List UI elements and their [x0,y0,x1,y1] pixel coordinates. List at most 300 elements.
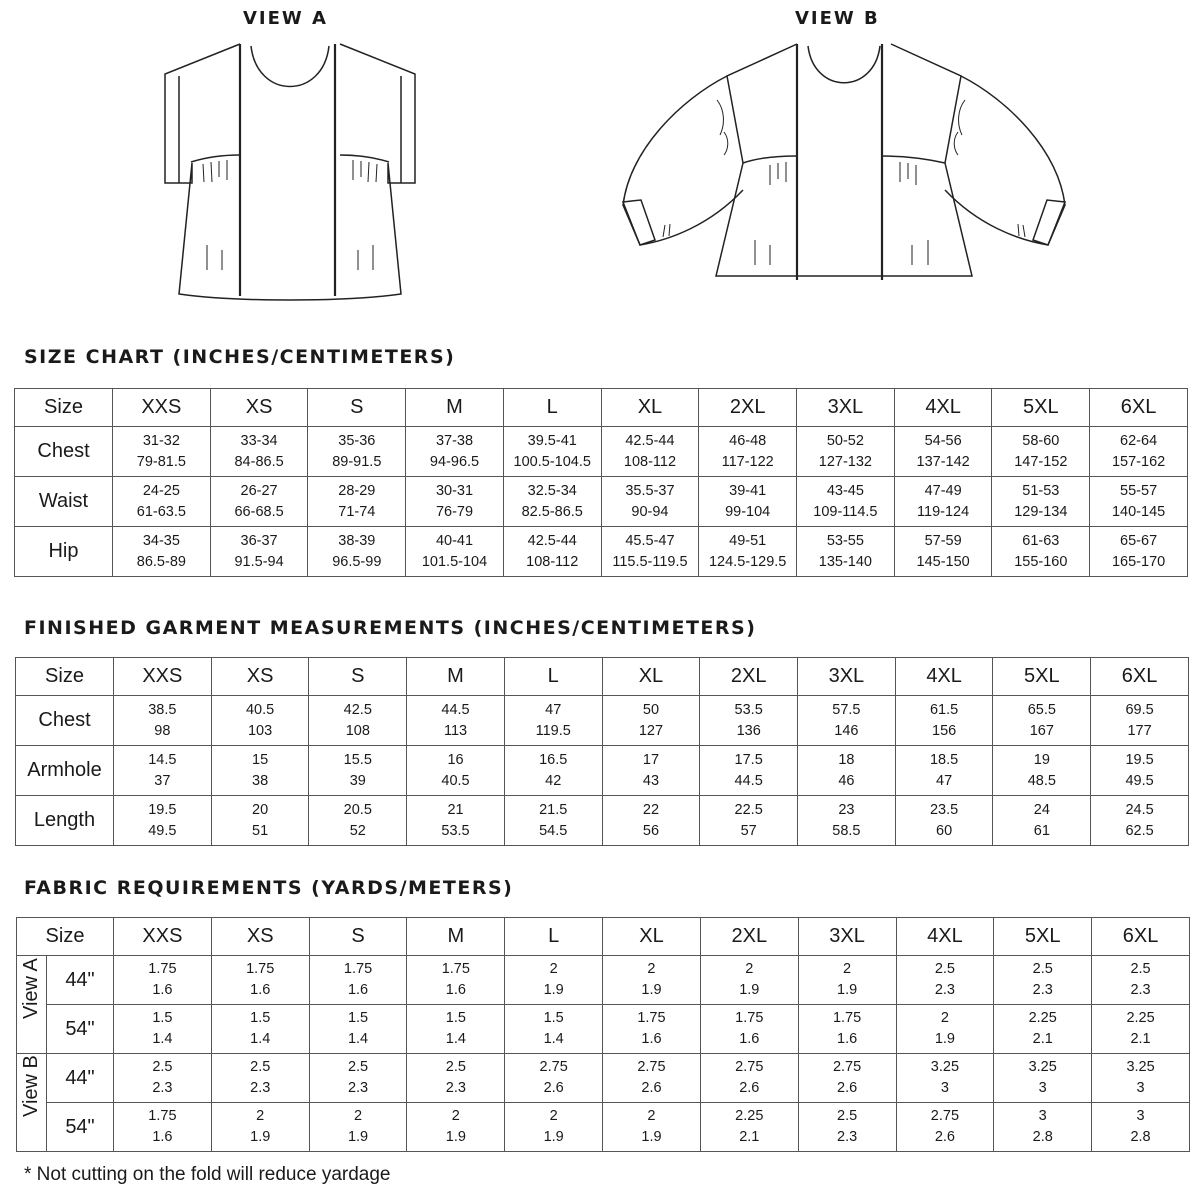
size-column-header: XS [211,918,309,956]
measurement-cell [407,1103,505,1152]
value-imperial: 42.5 [343,701,372,718]
size-column-header: 6XL [1090,389,1188,427]
value-metric: 3 [1038,1080,1047,1096]
measurement-cell [798,1054,896,1103]
value-metric: 1.9 [739,982,760,998]
measurement-cell [1091,696,1189,746]
size-column-header: 6XL [1092,918,1190,956]
measurement-cell [1092,1005,1190,1054]
value-imperial: 2 [647,1108,656,1124]
measurement-cell [407,746,505,796]
measurement-cell [113,527,211,577]
size-column-header: XL [602,658,700,696]
value-imperial: 42.5-44 [527,532,577,549]
table-row [16,746,1189,796]
value-metric: 113 [443,722,468,739]
measurement-cell [504,746,602,796]
value-metric: 108-112 [526,553,579,570]
value-imperial: 3 [1136,1108,1145,1124]
view-group-text: View A [20,958,42,1019]
value-metric: 2.1 [1032,1031,1053,1047]
value-imperial: 1.75 [735,1010,764,1026]
value-imperial: 23.5 [929,801,959,818]
measurement-cell [211,796,309,846]
measurement-cell [700,956,798,1005]
value-imperial: 55-57 [1120,482,1158,499]
value-imperial: 50-52 [826,432,864,449]
measurement-cell [895,746,993,796]
measurement-cell [601,477,699,527]
value-metric: 2.3 [445,1080,466,1096]
value-metric: 66-68.5 [234,503,284,520]
value-imperial: 1.75 [637,1010,666,1026]
fabric-width-label: 44" [47,956,114,1005]
measurement-cell [308,427,406,477]
measurement-cell [993,696,1091,746]
table-row [17,1005,1190,1054]
size-header: Size [15,389,113,427]
view-a-illustration [155,40,425,305]
measurement-cell [601,527,699,577]
value-imperial: 2 [940,1010,949,1026]
value-imperial: 39.5-41 [527,432,577,449]
value-metric: 89-91.5 [332,453,382,470]
value-metric: 49.5 [1125,772,1154,789]
size-column-header: XXS [114,918,212,956]
size-column-header: 2XL [700,918,798,956]
measurement-cell [309,956,407,1005]
measurement-cell [798,746,896,796]
value-imperial: 24.5 [1125,801,1154,818]
value-imperial: 2 [549,961,558,977]
value-imperial: 3 [1038,1108,1047,1124]
value-imperial: 2 [451,1108,460,1124]
value-metric: 108-112 [623,453,677,470]
view-group-label [17,1054,47,1152]
header-row [16,658,1189,696]
value-metric: 2.1 [739,1129,760,1145]
size-column-header: L [504,658,602,696]
value-imperial: 45.5-47 [625,532,675,549]
value-imperial: 2.5 [152,1059,173,1075]
value-imperial: 1.5 [445,1010,466,1026]
value-imperial: 22 [642,801,660,818]
measurement-cell [114,1005,212,1054]
value-metric: 1.6 [152,1129,173,1145]
value-imperial: 2.25 [735,1108,764,1124]
measurement-cell [1091,746,1189,796]
value-metric: 119.5 [535,722,571,739]
value-imperial: 1.5 [152,1010,173,1026]
value-metric: 1.9 [543,1129,564,1145]
fabric-width-label: 54" [47,1103,114,1152]
value-metric: 1.4 [445,1031,466,1047]
value-imperial: 32.5-34 [527,482,577,499]
measurement-cell [602,696,700,746]
fabric-footnote: * Not cutting on the fold will reduce yardage [24,1164,391,1185]
value-metric: 90-94 [631,503,669,520]
size-chart-title: SIZE CHART (INCHES/CENTIMETERS) [24,346,456,368]
measurement-cell [700,696,798,746]
size-column-header: 4XL [894,389,992,427]
value-imperial: 1.75 [832,1010,862,1026]
value-imperial: 2.75 [930,1108,960,1124]
value-imperial: 2 [256,1108,265,1124]
value-metric: 101.5-104 [421,553,488,570]
measurement-cell [797,527,895,577]
value-metric: 1.9 [445,1129,466,1145]
value-metric: 2.3 [934,982,955,998]
measurement-cell [798,1103,896,1152]
measurement-cell [114,796,212,846]
value-imperial: 40-41 [435,532,474,549]
value-imperial: 28-29 [338,482,376,499]
value-imperial: 3.25 [1028,1059,1057,1075]
table-row [15,527,1188,577]
value-imperial: 2.5 [1130,961,1151,977]
size-column-header: 4XL [896,918,994,956]
value-metric: 91.5-94 [234,553,284,570]
measurement-cell [309,696,407,746]
size-column-header: L [503,389,601,427]
value-imperial: 2.5 [250,1059,271,1075]
value-imperial: 61.5 [929,701,959,718]
value-metric: 2.6 [934,1129,955,1145]
measurement-cell [699,477,797,527]
measurement-cell [1092,1054,1190,1103]
fabric-width-label: 54" [47,1005,114,1054]
value-metric: 62.5 [1125,822,1154,839]
value-imperial: 49-51 [729,532,767,549]
value-imperial: 2.25 [1028,1010,1057,1026]
size-column-header: XXS [114,658,212,696]
value-metric: 156 [932,722,957,739]
value-metric: 147-152 [1014,453,1068,470]
value-imperial: 42.5-44 [625,432,675,449]
value-metric: 84-86.5 [234,453,284,470]
measurement-cell [798,1005,896,1054]
size-header: Size [16,658,114,696]
value-imperial: 3.25 [1126,1059,1155,1075]
value-metric: 1.9 [837,982,858,998]
table-row [16,696,1189,746]
value-metric: 1.6 [641,1031,662,1047]
value-imperial: 14.5 [148,751,177,768]
measurement-cell [993,796,1091,846]
measurement-cell [505,956,603,1005]
measurement-cell [504,796,602,846]
value-metric: 155-160 [1014,553,1068,570]
value-imperial: 2.75 [539,1059,568,1075]
value-metric: 49.5 [148,822,177,839]
value-imperial: 47-49 [924,482,962,499]
value-imperial: 20.5 [343,801,372,818]
measurement-cell [503,477,601,527]
size-column-header: XL [601,389,699,427]
value-imperial: 53-55 [826,532,864,549]
size-column-header: L [505,918,603,956]
table-row [16,796,1189,846]
value-imperial: 1.5 [347,1010,369,1026]
measurement-cell [994,1103,1092,1152]
size-header: Size [17,918,114,956]
size-column-header: XL [603,918,701,956]
value-metric: 1.6 [445,982,466,998]
value-imperial: 43-45 [826,482,864,499]
value-imperial: 53.5 [734,701,763,718]
value-metric: 100.5-104.5 [513,453,591,470]
row-label: Chest [15,427,113,477]
view-group-label [17,956,47,1054]
measurement-cell [113,477,211,527]
value-imperial: 2.75 [637,1059,666,1075]
value-metric: 61-63.5 [136,503,186,520]
value-metric: 2.3 [152,1080,173,1096]
value-metric: 1.6 [250,982,271,998]
measurement-cell [700,796,798,846]
value-metric: 117-122 [721,453,774,470]
value-imperial: 1.75 [441,961,470,977]
value-imperial: 38.5 [148,701,177,718]
measurement-cell [308,477,406,527]
value-imperial: 2 [647,961,656,977]
measurement-cell [992,427,1090,477]
value-imperial: 54-56 [924,432,962,449]
value-metric: 99-104 [725,503,771,520]
value-imperial: 15.5 [343,751,372,768]
table-row [15,427,1188,477]
value-metric: 38 [252,772,269,789]
value-metric: 157-162 [1111,453,1166,470]
row-label: Armhole [16,746,114,796]
value-imperial: 18 [838,751,855,768]
value-metric: 2.6 [739,1080,760,1096]
value-imperial: 21.5 [539,801,568,818]
value-imperial: 37-38 [435,432,474,449]
value-imperial: 33-34 [240,432,278,449]
measurement-cell [210,427,308,477]
measurement-cell [407,1054,505,1103]
measurement-cell [700,1054,798,1103]
value-metric: 1.6 [347,982,369,998]
measurement-cell [211,1054,309,1103]
value-imperial: 58-60 [1022,432,1060,449]
measurement-cell [211,1005,309,1054]
measurement-cell [1092,1103,1190,1152]
value-metric: 109-114.5 [813,503,878,520]
measurement-cell [896,1103,994,1152]
value-metric: 2.8 [1130,1129,1151,1145]
measurement-cell [993,746,1091,796]
value-metric: 61 [1033,822,1050,839]
value-imperial: 22.5 [734,801,763,818]
value-metric: 135-140 [818,553,872,570]
value-metric: 115.5-119.5 [612,553,688,570]
value-imperial: 19.5 [148,801,177,818]
size-column-header: M [407,918,505,956]
value-metric: 44.5 [734,772,763,789]
value-imperial: 35-36 [338,432,376,449]
value-metric: 3 [1136,1080,1145,1096]
value-imperial: 40.5 [245,701,275,718]
finished-measurements-table [15,657,1189,846]
measurement-cell [407,796,505,846]
fabric-width-label: 44" [47,1054,114,1103]
measurement-cell [603,1103,701,1152]
value-imperial: 1.75 [246,961,275,977]
value-metric: 1.9 [347,1129,369,1145]
size-column-header: 3XL [798,658,896,696]
size-chart-table [14,388,1188,577]
value-metric: 51 [252,822,269,839]
measurement-cell [309,796,407,846]
value-metric: 94-96.5 [429,453,480,470]
size-column-header: XS [210,389,308,427]
value-metric: 60 [936,822,953,839]
measurement-cell [700,746,798,796]
value-imperial: 65-67 [1120,532,1158,549]
measurement-cell [896,1054,994,1103]
measurement-cell [1090,427,1188,477]
value-imperial: 2 [353,1108,363,1124]
table-row [15,477,1188,527]
value-imperial: 17 [642,751,660,768]
size-column-header: XS [211,658,309,696]
value-metric: 2.3 [837,1129,858,1145]
value-imperial: 1.75 [148,961,177,977]
measurement-cell [602,796,700,846]
measurement-cell [894,477,992,527]
value-imperial: 47 [545,701,562,718]
measurement-cell [1090,527,1188,577]
measurement-cell [505,1005,603,1054]
value-imperial: 1.75 [148,1108,177,1124]
value-metric: 2.6 [543,1080,564,1096]
value-imperial: 16 [447,751,464,768]
value-imperial: 2.25 [1126,1010,1155,1026]
row-label: Hip [15,527,113,577]
value-metric: 2.3 [1130,982,1151,998]
value-imperial: 24-25 [142,482,180,499]
value-metric: 1.4 [152,1031,173,1047]
size-column-header: M [406,389,504,427]
value-metric: 145-150 [916,553,970,570]
value-imperial: 21 [447,801,464,818]
value-metric: 1.6 [152,982,173,998]
value-imperial: 44.5 [441,701,470,718]
size-column-header: XXS [113,389,211,427]
value-metric: 57 [740,822,757,839]
value-imperial: 2.5 [934,961,955,977]
fabric-requirements-table [16,917,1190,1152]
value-imperial: 2.5 [445,1059,466,1075]
value-imperial: 2.5 [837,1108,858,1124]
value-metric: 167 [1029,722,1054,739]
value-imperial: 35.5-37 [625,482,675,499]
value-metric: 46 [838,772,855,789]
value-metric: 86.5-89 [136,553,186,570]
value-imperial: 20 [252,801,269,818]
value-metric: 1.9 [641,982,662,998]
value-imperial: 61-63 [1022,532,1060,549]
value-imperial: 16.5 [539,751,568,768]
value-imperial: 1.5 [543,1010,564,1026]
measurement-cell [211,746,309,796]
size-column-header: 5XL [993,658,1091,696]
header-row [17,918,1190,956]
row-label: Chest [16,696,114,746]
view-a-title: VIEW A [243,8,328,29]
value-metric: 40.5 [441,772,470,789]
value-metric: 42 [545,772,562,789]
value-imperial: 57-59 [924,532,962,549]
view-group-text: View B [20,1055,42,1117]
measurement-cell [407,696,505,746]
measurement-cell [309,746,407,796]
value-metric: 1.9 [641,1129,662,1145]
measurement-cell [309,1103,407,1152]
value-metric: 79-81.5 [136,453,186,470]
value-metric: 136 [736,722,761,739]
value-metric: 2.6 [641,1080,662,1096]
value-imperial: 24 [1033,801,1050,818]
view-b-title: VIEW B [795,8,880,29]
measurement-cell [210,477,308,527]
measurement-cell [894,427,992,477]
table-row [17,1054,1190,1103]
measurement-cell [699,427,797,477]
value-imperial: 34-35 [142,532,180,549]
measurement-cell [114,1054,212,1103]
measurement-cell [994,1005,1092,1054]
measurement-cell [503,527,601,577]
value-imperial: 2 [745,961,754,977]
value-metric: 53.5 [441,822,470,839]
value-imperial: 15 [252,751,269,768]
value-metric: 103 [247,722,273,739]
value-metric: 1.4 [250,1031,271,1047]
value-metric: 98 [154,722,171,739]
value-metric: 2.3 [1032,982,1053,998]
view-b-illustration [610,40,1080,285]
value-metric: 146 [834,722,859,739]
value-imperial: 65.5 [1027,701,1056,718]
size-column-header: S [309,658,407,696]
value-imperial: 1.75 [343,961,373,977]
size-column-header: 5XL [994,918,1092,956]
measurement-cell [798,696,896,746]
value-metric: 1.6 [739,1031,760,1047]
value-metric: 1.6 [837,1031,858,1047]
measurement-cell [309,1005,407,1054]
measurement-cell [700,1103,798,1152]
measurement-cell [505,1054,603,1103]
measurement-cell [211,956,309,1005]
size-column-header: 5XL [992,389,1090,427]
value-metric: 47 [936,772,953,789]
measurement-cell [894,527,992,577]
row-label: Waist [15,477,113,527]
value-imperial: 2.75 [832,1059,862,1075]
measurement-cell [994,1054,1092,1103]
value-imperial: 30-31 [435,482,474,499]
value-metric: 76-79 [435,503,474,520]
measurement-cell [797,477,895,527]
value-metric: 165-170 [1111,553,1166,570]
value-imperial: 2 [843,961,852,977]
measurement-cell [113,427,211,477]
value-metric: 2.8 [1032,1129,1053,1145]
